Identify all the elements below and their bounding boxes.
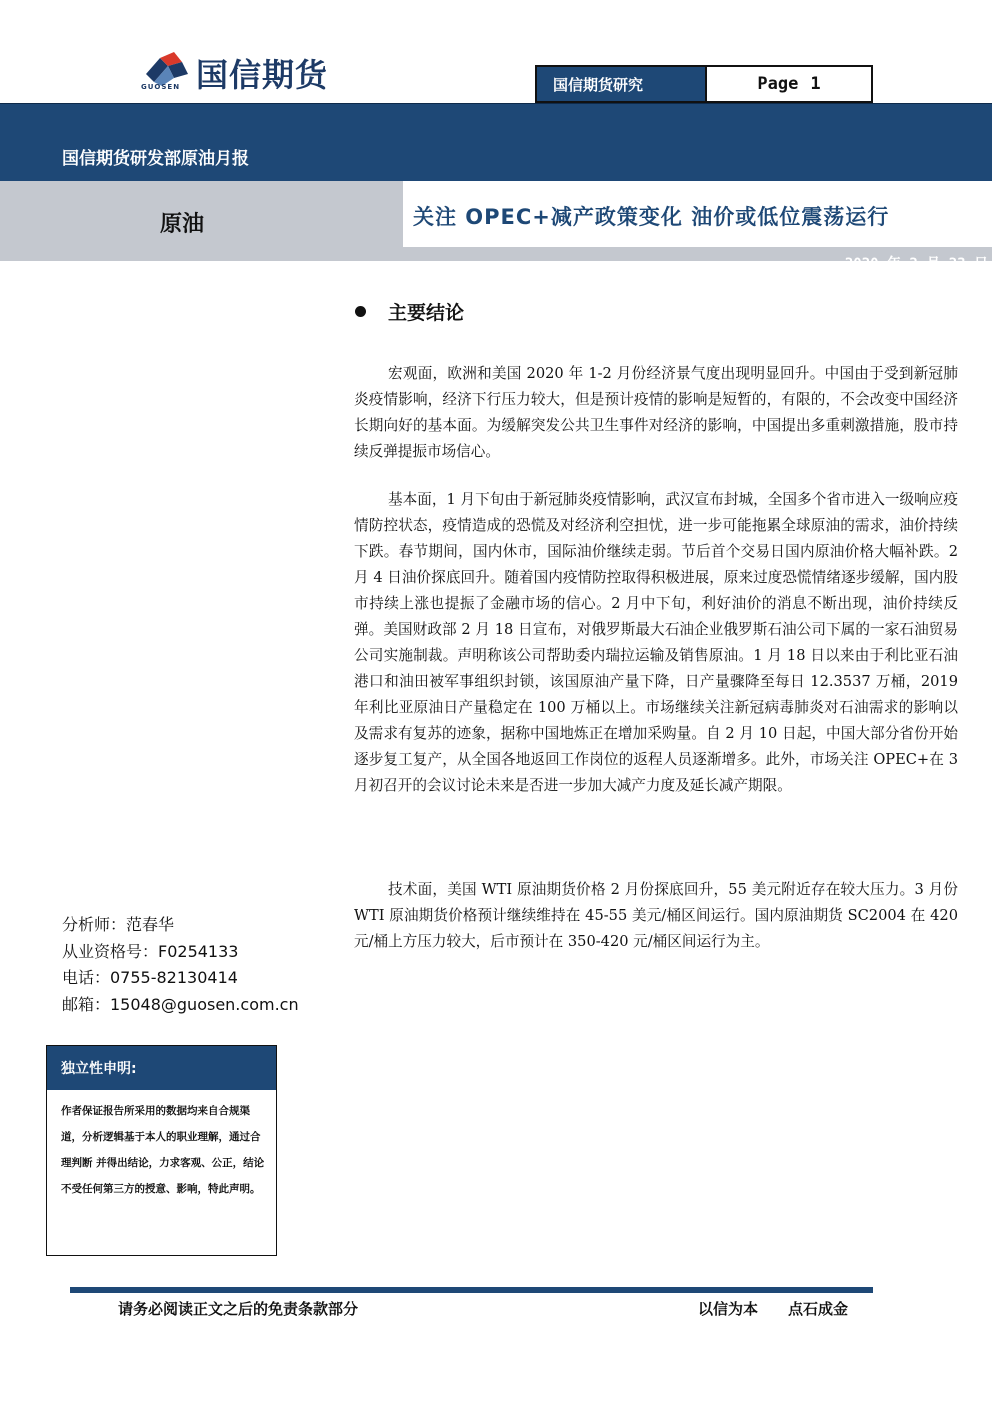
analyst-phone: 电话：0755-82130414 [62, 968, 238, 987]
paragraph-fundamental [354, 487, 958, 799]
title-band [0, 181, 992, 272]
footer-slogan: 以信为本 点石成金 [698, 1300, 849, 1318]
analyst-license: 从业资格号：F0254133 [62, 941, 239, 961]
declaration-text: 作者保证报告所采用的数据均来自合规渠道，分析逻辑基于本人的职业理解，通过合理判断 并得出结论，力求客观、公正，结论不受任何第三方的授意、影响，特此声明。 [61, 1105, 265, 1195]
section-heading [355, 298, 464, 325]
paragraph-text: 基本面，1 月下旬由于新冠肺炎疫情影响，武汉宣布封城，全国多个省市进入一级响应疫情防控状态，疫情造成的恐慌及对经济利空担忧，进一步可能拖累全球原油的需求，油价持续下跌。春节期间，国内休市，国际油价继续走弱。节后首个交易日国内原油价格大幅补跌。2 月 4 日油价探底回升。随着国内疫情防控取得积极进展，原来过度恐慌情绪逐步缓解，国内股市持续上涨也提振了金融市场的信心。2 月中下旬，利好油价的消息不断出现，油价持续反弹。美国财政部 2 月 18 日宣布，对俄罗斯最大石油企业俄罗斯石油公司下属的一家石油贸易公司实施制裁。声明称该公司帮助委内瑞拉运输及销售原油。1 月 18 日以来由于利比亚石油港口和油田被军事组织封锁，该国原油产量下降，日产量骤降至每日 12.3537 万桶，2019 年利比亚原油日产量稳定在 100 万桶以上。市场继续关注新冠病毒肺炎对石油需求的影响以及需求有复苏的迹象，据称中国地炼正在增加采购量。自 2 月 10 日起，中国大部分省份开始逐步复工复产，从全国各地返回工作岗位的返程人员逐渐增多。此外，市场关注 OPEC+在 3 月初召开的会议讨论未来是否进一步加大减产力度及延长减产期限。 [354, 491, 958, 794]
report-name: 国信期货研发部原油月报 [62, 149, 249, 169]
analyst-name: 分析师：范春华 [62, 915, 175, 934]
footer-disclaimer: 请务必阅读正文之后的免责条款部分 [118, 1300, 359, 1318]
page-indicator [705, 65, 873, 103]
footer-divider [70, 1287, 873, 1293]
company-logo [138, 48, 368, 96]
declaration-heading: 独立性申明: [47, 1046, 276, 1090]
paragraph-text: 宏观面，欧洲和美国 2020 年 1-2 月份经济景气度出现明显回升。中国由于受到新冠肺炎疫情影响，经济下行压力较大，但是预计疫情的影响是短暂的，有限的，不会改变中国经济长期向好的基本面。为缓解突发公共卫生事件对经济的影响，中国提出多重刺激措施，股市持续反弹提振市场信心。 [354, 365, 958, 460]
sector-label: 原油 [160, 212, 205, 237]
bullet-icon [355, 306, 366, 317]
page-label: Page [757, 74, 799, 94]
independence-declaration [46, 1045, 277, 1256]
page-number: 1 [810, 74, 821, 94]
report-band [0, 103, 992, 181]
title-box [403, 181, 992, 249]
report-title: 关注 OPEC+减产政策变化 油价或低位震荡运行 [413, 205, 890, 229]
section-title: 主要结论 [388, 302, 465, 324]
paragraph-macro [354, 361, 958, 465]
analyst-email: 邮箱：15048@guosen.com.cn [62, 994, 299, 1014]
research-label-text: 国信期货研究 [553, 75, 644, 94]
paragraph-text: 技术面，美国 WTI 原油期货价格 2 月份探底回升，55 美元附近存在较大压力。3 月份 WTI 原油期货价格预计继续维持在 45-55 美元/桶区间运行。国内原油期货 SC2004 在 420 元/桶上方压力较大，后市预计在 350-420 元/桶区间运行为主。 [354, 881, 958, 950]
report-date: 2020 年 2 月 23 日 [844, 256, 988, 272]
research-label [535, 65, 707, 103]
paragraph-technical [354, 877, 958, 955]
logo-subtext: GUOSEN [141, 83, 181, 91]
analyst-info [62, 912, 299, 1018]
logo-text: 国信期货 [196, 56, 329, 94]
